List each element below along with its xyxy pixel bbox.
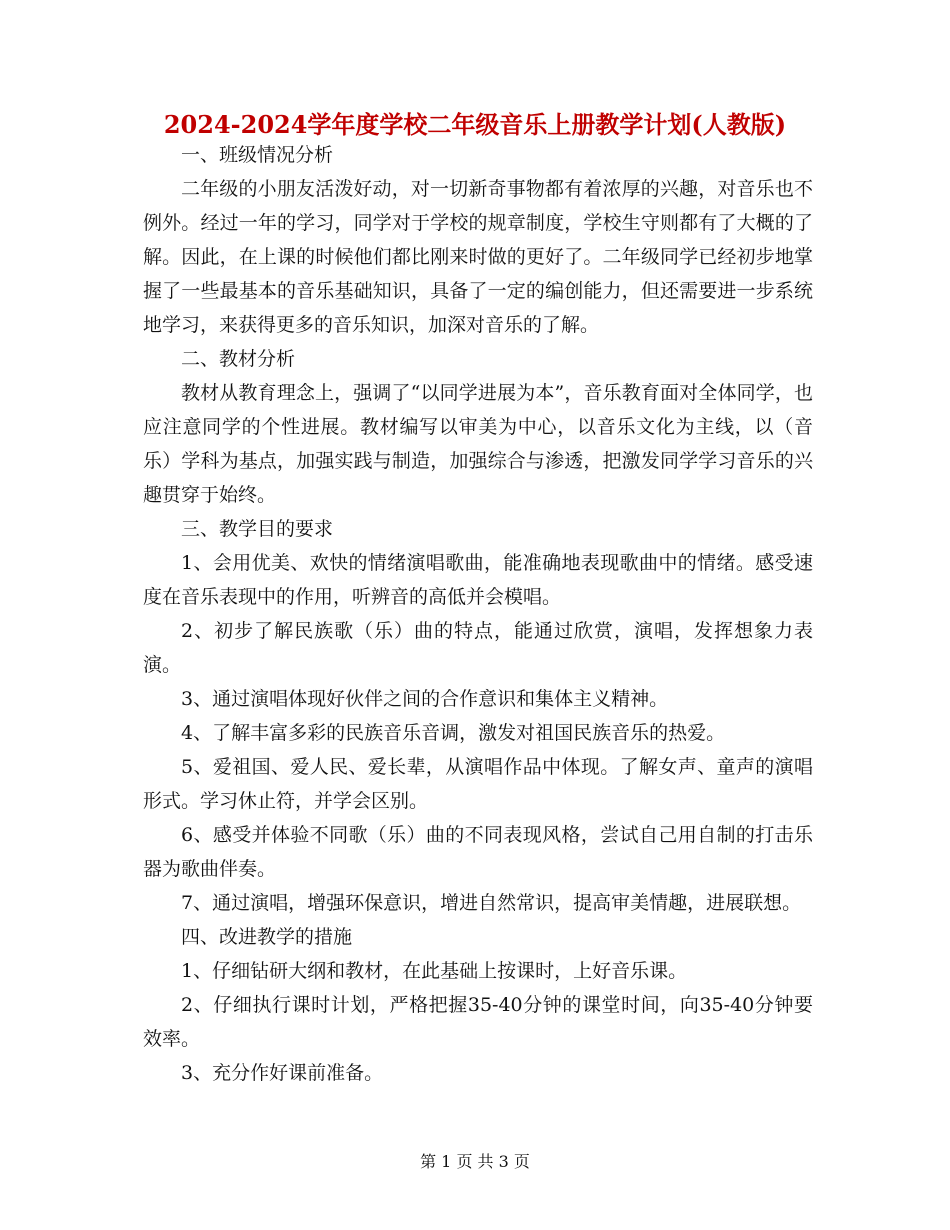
paragraph-class-analysis: 二年级的小朋友活泼好动，对一切新奇事物都有着浓厚的兴趣，对音乐也不例外。经过一年的学习，同学对于学校的规章制度，学校生守则都有了大概的了解。因此，在上课的时候他们都比刚来时做的更好了。二年级同学已经初步地掌握了一些最基本的音乐基础知识，具备了一定的编创能力，但还需要进一步系统地学习，来获得更多的音乐知识，加深对音乐的了解。 — [143, 178, 813, 336]
goal-item-6: 6、感受并体验不同歌（乐）曲的不同表现风格，尝试自己用自制的打击乐器为歌曲伴奏。 — [143, 824, 813, 880]
document-title: 2024-2024学年度学校二年级音乐上册教学计划(人教版) — [163, 110, 787, 139]
goal-item-1: 1、会用优美、欢快的情绪演唱歌曲，能准确地表现歌曲中的情绪。感受速度在音乐表现中的作用，听辨音的高低并会模唱。 — [143, 552, 813, 608]
section-heading-textbook-analysis: 二、教材分析 — [181, 348, 296, 370]
goal-item-5: 5、爱祖国、爱人民、爱长辈，从演唱作品中体现。了解女声、童声的演唱形式。学习休止符，并学会区别。 — [143, 756, 813, 812]
paragraph-textbook-analysis: 教材从教育理念上，强调了“以同学进展为本”，音乐教育面对全体同学，也应注意同学的个性进展。教材编写以审美为中心，以音乐文化为主线，以（音乐）学科为基点，加强实践与制造，加强综合与渗透，把激发同学学习音乐的兴趣贯穿于始终。 — [143, 382, 813, 506]
goal-item-2: 2、初步了解民族歌（乐）曲的特点，能通过欣赏，演唱，发挥想象力表演。 — [143, 620, 813, 676]
measure-item-2: 2、仔细执行课时计划，严格把握35-40分钟的课堂时间，向35-40分钟要效率。 — [143, 994, 813, 1050]
page-number-footer: 第 1 页 共 3 页 — [420, 1152, 530, 1171]
measure-item-1: 1、仔细钻研大纲和教材，在此基础上按课时，上好音乐课。 — [181, 960, 688, 982]
section-heading-class-analysis: 一、班级情况分析 — [181, 144, 334, 166]
measure-item-3: 3、充分作好课前准备。 — [181, 1062, 384, 1084]
section-heading-teaching-measures: 四、改进教学的措施 — [181, 926, 353, 948]
section-heading-teaching-goals: 三、教学目的要求 — [181, 518, 334, 540]
document-body — [143, 138, 813, 1090]
goal-item-4: 4、了解丰富多彩的民族音乐音调，激发对祖国民族音乐的热爱。 — [181, 722, 726, 744]
goal-item-3: 3、通过演唱体现好伙伴之间的合作意识和集体主义精神。 — [181, 688, 669, 710]
goal-item-7: 7、通过演唱，增强环保意识，增进自然常识，提高审美情趣，进展联想。 — [181, 892, 802, 914]
